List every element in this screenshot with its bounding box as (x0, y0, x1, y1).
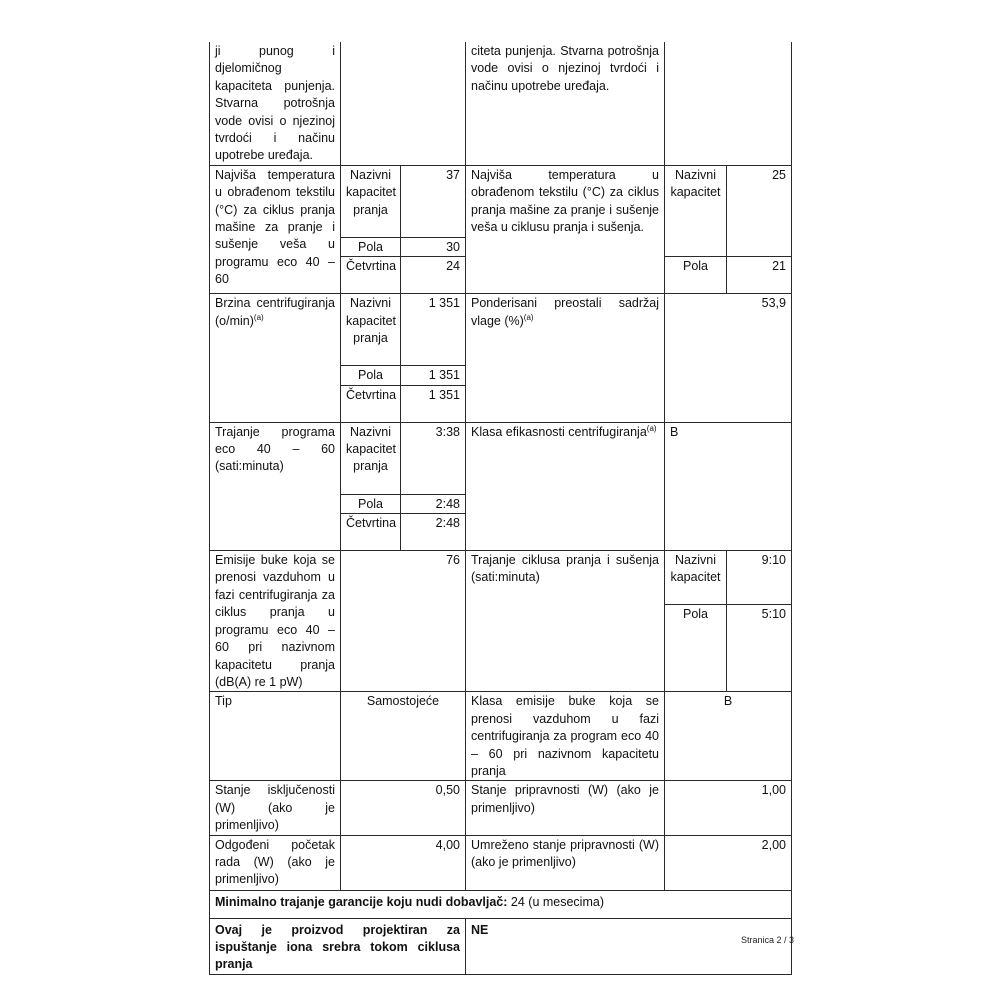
max-temperature-wash-dry-half-value: 21 (727, 257, 792, 294)
table-row (210, 551, 792, 605)
table-row (210, 294, 792, 366)
residual-moisture-label (466, 294, 665, 422)
half-capacity-label: Pola (341, 237, 401, 256)
warranty-cell (210, 890, 792, 918)
spin-speed-label-text: Brzina centrifugiranja (o/min) (215, 296, 335, 328)
spin-speed-half-value: 1 351 (401, 366, 466, 385)
half-capacity-label: Pola (341, 366, 401, 385)
programme-duration-rated-value: 3:38 (401, 422, 466, 494)
wash-dry-duration-rated-value: 9:10 (727, 551, 792, 605)
wash-dry-cycle-duration-label: Trajanje ciklusa pranja i sušenja (sati:minuta) (466, 551, 665, 692)
quarter-capacity-label: Četvrtina (341, 385, 401, 422)
delay-start-label: Odgođeni početak rada (W) (ako je primenljivo) (210, 835, 341, 890)
programme-duration-half-value: 2:48 (401, 494, 466, 513)
half-capacity-label: Pola (665, 605, 727, 692)
specification-table (209, 42, 795, 975)
empty-cell (341, 42, 466, 165)
table-row (210, 692, 792, 781)
noise-class-value: B (665, 692, 792, 781)
footnote-marker: (a) (646, 423, 657, 433)
rated-capacity-label: Nazivni kapacitet pranja (341, 165, 401, 237)
max-temperature-wash-dry-label: Najviša temperatura u obrađenom tekstilu (°C) za ciklus pranja mašine za pranje i sušenje veša u ciklusu pranja i sušenja. (466, 165, 665, 293)
silver-ions-label: Ovaj je proizvod projektiran za ispuštanje iona srebra tokom ciklusa pranja (210, 918, 466, 974)
standby-mode-value: 1,00 (665, 781, 792, 835)
page-number: Stranica 2 / 3 (741, 935, 795, 945)
programme-duration-label: Trajanje programa eco 40 – 60 (sati:minuta) (210, 422, 341, 550)
product-information-sheet (209, 42, 791, 975)
spin-speed-label (210, 294, 341, 422)
table-row (210, 918, 792, 974)
quarter-capacity-label: Četvrtina (341, 257, 401, 294)
max-temperature-quarter-value: 24 (401, 257, 466, 294)
residual-moisture-label-text: Ponderisani preostali sadržaj vlage (%) (471, 296, 659, 328)
water-consumption-note-left: ji punog i djelomičnog kapaciteta punjenja. Stvarna potrošnja vode ovisi o njezinoj tvrdoći i načinu upotrebe uređaja. (210, 42, 341, 165)
rated-capacity-label: Nazivni kapacitet (665, 551, 727, 605)
noise-class-label: Klasa emisije buke koja se prenosi vazduhom u fazi centrifugiranja za program eco 40 – 60 pri nazivnom kapacitetu pranja (466, 692, 665, 781)
standby-mode-label: Stanje pripravnosti (W) (ako je primenljivo) (466, 781, 665, 835)
max-temperature-wash-dry-rated-value: 25 (727, 165, 792, 256)
table-row (210, 42, 792, 165)
off-mode-label: Stanje isključenosti (W) (ako je primenljivo) (210, 781, 341, 835)
footnote-marker: (a) (523, 312, 534, 322)
table-row (210, 165, 792, 237)
footnote-marker: (a) (253, 312, 264, 322)
spin-speed-quarter-value: 1 351 (401, 385, 466, 422)
rated-capacity-label: Nazivni kapacitet (665, 165, 727, 256)
airborne-noise-label: Emisije buke koja se prenosi vazduhom u fazi centrifugiranja za ciklus pranja u programu eco 40 – 60 pri nazivnom kapacitetu pranja (dB(A) re 1 pW) (210, 551, 341, 692)
water-consumption-note-right: citeta punjenja. Stvarna potrošnja vode ovisi o njezinoj tvrdoći i načinu upotrebe uređaja. (466, 42, 665, 165)
type-label: Tip (210, 692, 341, 781)
rated-capacity-label: Nazivni kapacitet pranja (341, 422, 401, 494)
max-temperature-half-value: 30 (401, 237, 466, 256)
max-temperature-rated-value: 37 (401, 165, 466, 237)
wash-dry-duration-half-value: 5:10 (727, 605, 792, 692)
table-row (210, 781, 792, 835)
half-capacity-label: Pola (341, 494, 401, 513)
table-row (210, 422, 792, 494)
spin-efficiency-class-label (466, 422, 665, 550)
table-row (210, 835, 792, 890)
table-row (210, 890, 792, 918)
residual-moisture-value: 53,9 (665, 294, 792, 422)
networked-standby-label: Umreženo stanje pripravnosti (W) (ako je primenljivo) (466, 835, 665, 890)
spin-speed-rated-value: 1 351 (401, 294, 466, 366)
networked-standby-value: 2,00 (665, 835, 792, 890)
airborne-noise-value: 76 (341, 551, 466, 692)
silver-ions-value: NE (466, 918, 792, 974)
max-temperature-wash-label: Najviša temperatura u obrađenom tekstilu (°C) za ciklus pranja mašine za pranje i sušenje veša u programu eco 40 – 60 (210, 165, 341, 293)
rated-capacity-label: Nazivni kapacitet pranja (341, 294, 401, 366)
warranty-value: 24 (u mesecima) (510, 894, 604, 909)
programme-duration-quarter-value: 2:48 (401, 514, 466, 551)
spin-efficiency-class-value: B (665, 422, 792, 550)
warranty-label: Minimalno trajanje garancije koju nudi dobavljač: (215, 894, 508, 909)
half-capacity-label: Pola (665, 257, 727, 294)
quarter-capacity-label: Četvrtina (341, 514, 401, 551)
off-mode-value: 0,50 (341, 781, 466, 835)
empty-cell (665, 42, 792, 165)
type-value: Samostojeće (341, 692, 466, 781)
spin-efficiency-class-label-text: Klasa efikasnosti centrifugiranja (471, 424, 647, 439)
delay-start-value: 4,00 (341, 835, 466, 890)
